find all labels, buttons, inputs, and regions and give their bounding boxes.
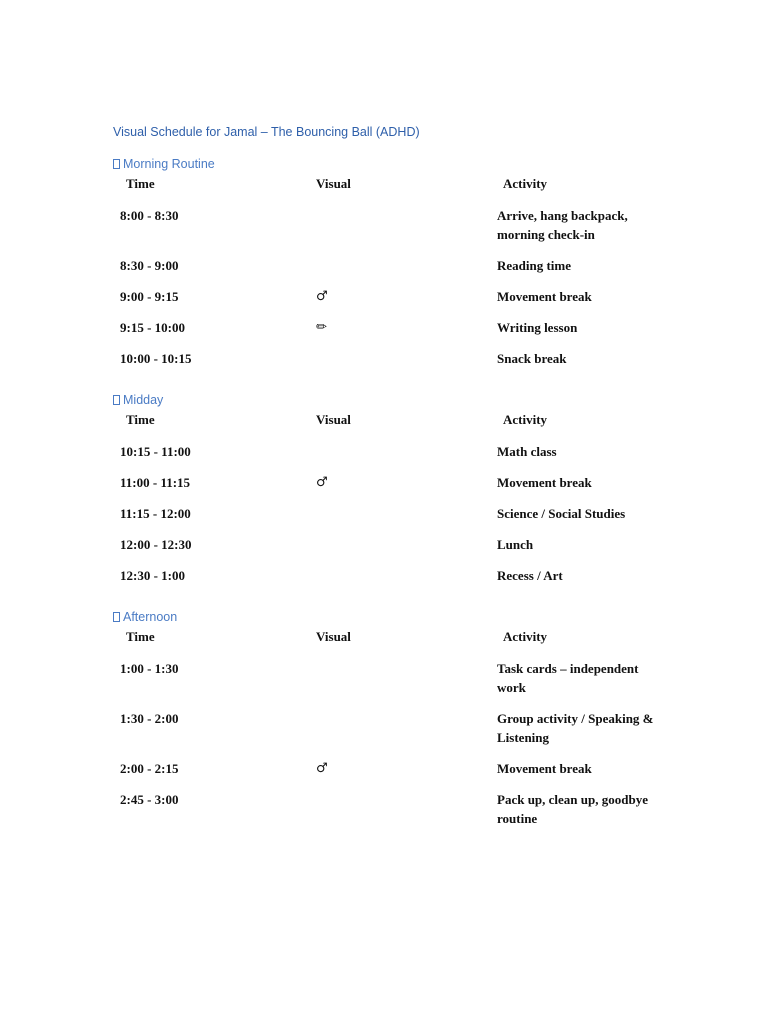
row-activity: Movement break [497, 761, 592, 776]
table-row [113, 337, 667, 368]
pencil-icon: ✏ [316, 320, 327, 335]
section-heading [113, 607, 673, 627]
row-time: 11:00 - 11:15 [120, 475, 191, 490]
column-header-visual: Visual [316, 629, 351, 644]
missing-glyph-icon [113, 395, 120, 405]
row-visual-icon [296, 523, 480, 554]
missing-glyph-icon [113, 612, 120, 622]
row-activity: Writing lesson [497, 320, 578, 335]
row-activity: Snack break [497, 351, 567, 366]
male-sign-icon: ♂ [316, 289, 328, 304]
row-visual-icon [296, 194, 480, 244]
table-row [113, 244, 667, 275]
table-row [113, 554, 667, 585]
column-header-time: Time [126, 629, 155, 644]
table-row [113, 306, 667, 337]
row-visual-icon [296, 244, 480, 275]
row-time: 2:00 - 2:15 [120, 761, 179, 776]
row-activity: Group activity / Speaking & Listening [497, 711, 654, 745]
row-time: 10:00 - 10:15 [120, 351, 192, 366]
table-header-row [113, 627, 667, 647]
table-row [113, 461, 667, 492]
row-time: 2:45 - 3:00 [120, 792, 179, 807]
column-header-activity: Activity [503, 412, 548, 427]
row-activity: Reading time [497, 258, 572, 273]
section-midday [113, 390, 673, 585]
row-activity: Math class [497, 444, 557, 459]
section-heading [113, 154, 673, 174]
row-time: 1:00 - 1:30 [120, 661, 179, 676]
column-header-activity: Activity [503, 629, 548, 644]
column-header-visual: Visual [316, 412, 351, 427]
row-activity: Science / Social Studies [497, 506, 626, 521]
row-time: 8:30 - 9:00 [120, 258, 179, 273]
row-activity: Movement break [497, 289, 592, 304]
row-visual-icon [296, 430, 480, 461]
row-visual-icon [296, 337, 480, 368]
table-row [113, 778, 667, 828]
table-row [113, 275, 667, 306]
section-heading-label: Midday [123, 393, 164, 407]
table-row [113, 747, 667, 778]
male-sign-icon: ♂ [316, 761, 328, 776]
row-time: 12:00 - 12:30 [120, 537, 192, 552]
column-header-activity: Activity [503, 176, 548, 191]
row-activity: Arrive, hang backpack, morning check-in [497, 208, 628, 242]
row-time: 9:00 - 9:15 [120, 289, 179, 304]
column-header-time: Time [126, 176, 155, 191]
table-row [113, 194, 667, 244]
schedule-table [113, 627, 667, 828]
row-time: 1:30 - 2:00 [120, 711, 179, 726]
row-activity: Pack up, clean up, goodbye routine [497, 792, 648, 826]
row-time: 9:15 - 10:00 [120, 320, 185, 335]
column-header-time: Time [126, 412, 155, 427]
table-row [113, 647, 667, 697]
row-visual-icon [296, 554, 480, 585]
row-time: 10:15 - 11:00 [120, 444, 191, 459]
row-time: 12:30 - 1:00 [120, 568, 185, 583]
document-page [113, 122, 673, 828]
section-afternoon [113, 607, 673, 828]
document-title: Visual Schedule for Jamal – The Bouncing Ball (ADHD) [113, 125, 420, 139]
table-row [113, 523, 667, 554]
row-visual-icon [296, 492, 480, 523]
row-visual-icon [296, 697, 480, 747]
row-time: 11:15 - 12:00 [120, 506, 191, 521]
row-activity: Lunch [497, 537, 534, 552]
row-visual-icon [296, 778, 480, 828]
missing-glyph-icon [113, 159, 120, 169]
section-heading-label: Morning Routine [123, 157, 215, 171]
section-heading [113, 390, 673, 410]
schedule-table [113, 174, 667, 368]
schedule-table [113, 410, 667, 585]
table-row [113, 697, 667, 747]
male-sign-icon: ♂ [316, 475, 328, 490]
row-activity: Recess / Art [497, 568, 563, 583]
section-morning [113, 154, 673, 368]
table-header-row [113, 174, 667, 194]
table-header-row [113, 410, 667, 430]
row-activity: Task cards – independent work [497, 661, 639, 695]
table-row [113, 492, 667, 523]
section-heading-label: Afternoon [123, 610, 178, 624]
table-row [113, 430, 667, 461]
row-visual-icon [296, 647, 480, 697]
column-header-visual: Visual [316, 176, 351, 191]
row-activity: Movement break [497, 475, 592, 490]
row-time: 8:00 - 8:30 [120, 208, 179, 223]
